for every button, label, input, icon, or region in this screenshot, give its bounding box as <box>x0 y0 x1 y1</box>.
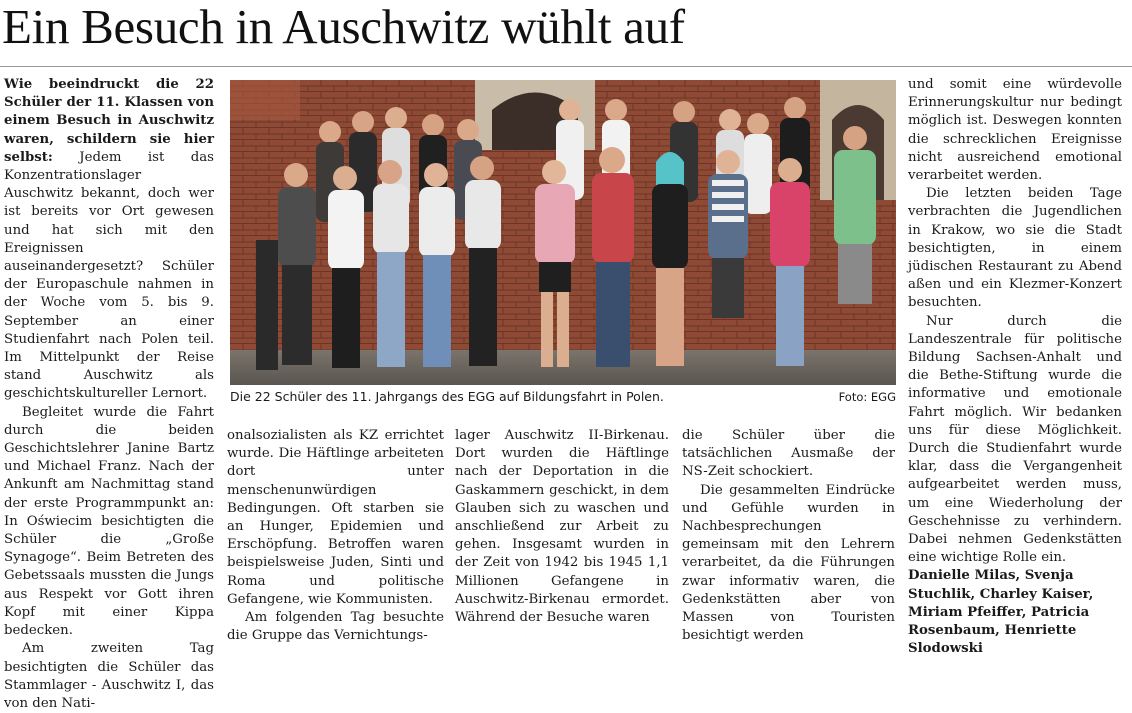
paragraph: onalsozialisten als KZ errichtet wurde. Die Häftlinge arbeiteten dort unter menschenunwürdigen Bedingungen. Oft starben sie an Hunger, Epidemien und Erschöpfung. Betroffen waren beispielsweise Juden, Sinti und Roma und politische Gefangene, wie Kommunisten. <box>227 428 444 607</box>
headline: Ein Besuch in Auschwitz wühlt auf <box>2 0 685 54</box>
paragraph: Am zweiten Tag besichtigten die Schüler das Stammlager - Auschwitz I, das von den Nati- <box>4 641 214 711</box>
paragraph: lager Auschwitz II-Birkenau. Dort wurden die Häftlinge nach der Deportation in die Gaskammern geschickt, in dem Glauben sich zu waschen und anschließend zur Arbeit zu gehen. Insgesamt wurden in der Zeit von 1942 bis 1945 1,1 Millionen Gefangene in Auschwitz-Birkenau ermordet. Während der Besuche waren <box>455 428 669 626</box>
paragraph: Nur durch die Landeszentrale für politische Bildung Sachsen-Anhalt und die Bethe-Stiftung wurde die informative und emotionale Fahrt möglich. Wir bedanken uns für diese Möglichkeit. Durch die Studienfahrt wurde klar, dass die Vergangenheit aufgearbeitet werden muss, um eine Wiederholung der Geschehnisse zu verhindern. Dabei nehmen Gedenkstätten eine wichtige Rolle ein. <box>908 313 1122 566</box>
group-photo <box>230 80 896 385</box>
paragraph: Am folgenden Tag besuchte die Gruppe das Vernichtungs- <box>227 610 444 644</box>
photo-credit: Foto: EGG <box>838 390 896 404</box>
author-list: Danielle Milas, Svenja Stuchlik, Charley Kaiser, Miriam Pfeiffer, Patricia Rosenbaum, Henriette Slodowski <box>908 568 1094 657</box>
article-column-4 <box>682 427 895 645</box>
article-column-2 <box>227 427 444 645</box>
article-column-5 <box>908 76 1122 659</box>
lead-text: Wie beeindruckt die 22 Schüler der 11. Klassen von einem Besuch in Auschwitz waren, schildern sie hier selbst: <box>4 77 214 165</box>
photo-caption <box>230 388 896 408</box>
paragraph: die Schüler über die tatsächlichen Ausmaße der NS-Zeit schockiert. <box>682 428 895 480</box>
paragraph-text: Jedem ist das Konzentrationslager Auschwitz bekannt, doch wer ist bereits vor Ort gewesen und hat sich mit den Ereignissen auseinandergesetzt? Schüler der Europaschule nahmen in der Woche vom 5. bis 9. September an einer Studienfahrt nach Polen teil. Im Mittelpunkt der Reise stand Auschwitz als geschichtskultureller Lernort. <box>4 149 214 402</box>
article-column-3 <box>455 427 669 627</box>
headline-divider <box>0 66 1132 67</box>
group-photo-illustration <box>230 80 896 385</box>
caption-text: Die 22 Schüler des 11. Jahrgangs des EGG auf Bildungsfahrt in Polen. <box>230 389 664 404</box>
paragraph: und somit eine würdevolle Erinnerungskultur nur bedingt möglich ist. Deswegen konnten die schrecklichen Ereignisse nicht ausreichend emotional verarbeitet werden. <box>908 77 1122 184</box>
paragraph: Die gesammelten Eindrücke und Gefühle wurden in Nachbesprechungen gemeinsam mit den Lehrern verarbeitet, da die Führungen zwar informativ waren, die Gedenkstätten aber von Massen von Touristen besichtigt werden <box>682 482 895 644</box>
lead-paragraph <box>4 76 214 404</box>
paragraph: Begleitet wurde die Fahrt durch die beiden Geschichtslehrer Janine Bartz und Michael Franz. Nach der Ankunft am Nachmittag stand der erste Programmpunkt an: In Oświecim besichtigten die Schüler die „Große Synagoge“. Beim Betreten des Gebetssaals mussten die Jungs aus Respekt vor Gott ihren Kopf mit einer Kippa bedecken. <box>4 404 214 639</box>
article-column-1 <box>4 76 214 713</box>
paragraph: Die letzten beiden Tage verbrachten die Jugendlichen in Krakow, wo sie die Stadt besichtigten, in einem jüdischen Restaurant zu Abend aßen und ein Klezmer-Konzert besuchten. <box>908 186 1122 311</box>
